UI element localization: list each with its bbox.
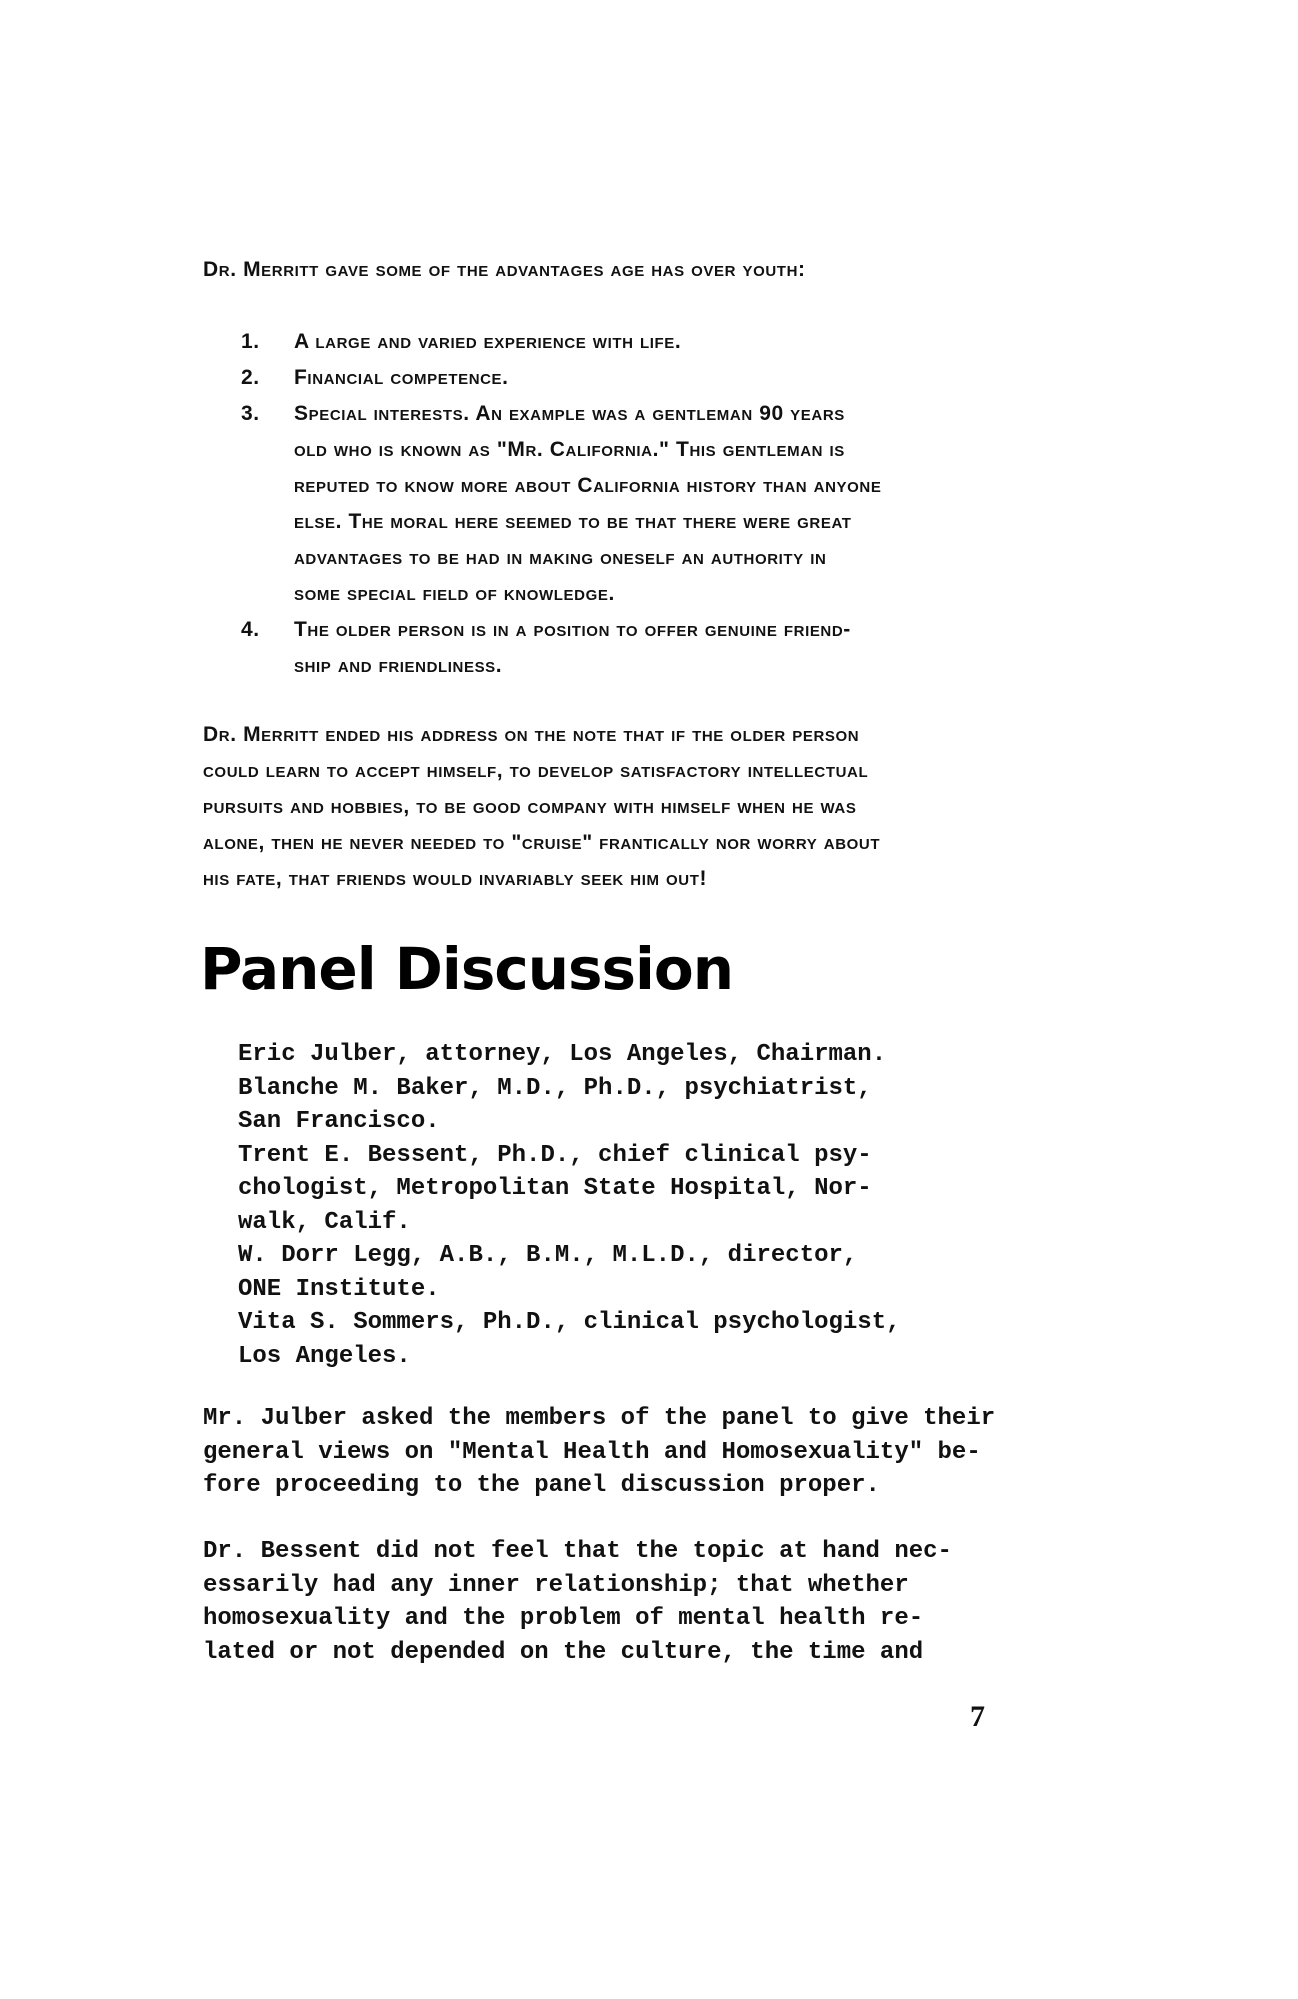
list-text: Financial competence. bbox=[294, 366, 509, 389]
panel-member-line: walk, Calif. bbox=[238, 1208, 411, 1236]
text-line: his fate, that friends would invariably seek him out! bbox=[203, 867, 708, 890]
list-number: 3. bbox=[241, 402, 260, 425]
paragraph-julber bbox=[203, 1402, 995, 1503]
text-line: alone, then he never needed to "cruise" frantically nor worry about bbox=[203, 831, 881, 854]
panel-member-line: Los Angeles. bbox=[238, 1342, 411, 1370]
panel-member-line: W. Dorr Legg, A.B., B.M., M.L.D., director, bbox=[238, 1242, 858, 1269]
text-line: homosexuality and the problem of mental health re- bbox=[203, 1605, 924, 1632]
advantages-list bbox=[241, 324, 1091, 724]
list-number: 4. bbox=[241, 618, 260, 641]
text-line: Special interests. An example was a gentleman 90 years bbox=[294, 402, 845, 425]
panel-member-line: Vita S. Sommers, Ph.D., clinical psychologist, bbox=[238, 1309, 901, 1336]
text-line: Dr. Bessent did not feel that the topic at hand nec- bbox=[203, 1538, 952, 1565]
panel-member-line: San Francisco. bbox=[238, 1108, 440, 1135]
page-number: 7 bbox=[970, 1700, 985, 1733]
list-number: 2. bbox=[241, 366, 260, 389]
list-text bbox=[294, 396, 881, 612]
text-line: some special field of knowledge. bbox=[294, 582, 615, 605]
panel-member-line: chologist, Metropolitan State Hospital, Nor- bbox=[238, 1175, 872, 1202]
text-line: fore proceeding to the panel discussion proper. bbox=[203, 1472, 880, 1499]
text-line: Dr. Merritt ended his address on the note that if the older person bbox=[203, 723, 860, 746]
list-text bbox=[294, 612, 851, 684]
text-line: reputed to know more about California history than anyone bbox=[294, 474, 882, 497]
text-line: essarily had any inner relationship; that whether bbox=[203, 1571, 909, 1599]
text-line: pursuits and hobbies, to be good company with himself when he was bbox=[203, 795, 857, 818]
intro-line: Dr. Merritt gave some of the advantages age has over youth: bbox=[203, 258, 806, 281]
paragraph-bessent bbox=[203, 1535, 952, 1669]
text-line: general views on "Mental Health and Homosexuality" be- bbox=[203, 1438, 981, 1466]
text-line: ship and friendliness. bbox=[294, 654, 503, 677]
list-text: A large and varied experience with life. bbox=[294, 330, 682, 353]
closing-paragraph bbox=[203, 717, 880, 897]
section-heading: Panel Discussion bbox=[200, 935, 734, 1003]
text-line: The older person is in a position to offer genuine friend- bbox=[294, 618, 851, 641]
text-line: advantages to be had in making oneself an authority in bbox=[294, 546, 827, 569]
list-number: 1. bbox=[241, 330, 260, 353]
text-line: else. The moral here seemed to be that there were great bbox=[294, 510, 852, 533]
panel-member-line: Eric Julber, attorney, Los Angeles, Chairman. bbox=[238, 1041, 887, 1068]
panel-member-line: Trent E. Bessent, Ph.D., chief clinical psy- bbox=[238, 1141, 872, 1169]
text-line: Mr. Julber asked the members of the panel to give their bbox=[203, 1405, 996, 1432]
panel-members bbox=[238, 1038, 901, 1373]
panel-member-line: ONE Institute. bbox=[238, 1275, 440, 1303]
text-line: lated or not depended on the culture, the time and bbox=[203, 1638, 924, 1666]
panel-member-line: Blanche M. Baker, M.D., Ph.D., psychiatrist, bbox=[238, 1074, 872, 1102]
text-line: could learn to accept himself, to develop satisfactory intellectual bbox=[203, 759, 869, 782]
text-line: old who is known as "Mr. California." This gentleman is bbox=[294, 438, 845, 461]
